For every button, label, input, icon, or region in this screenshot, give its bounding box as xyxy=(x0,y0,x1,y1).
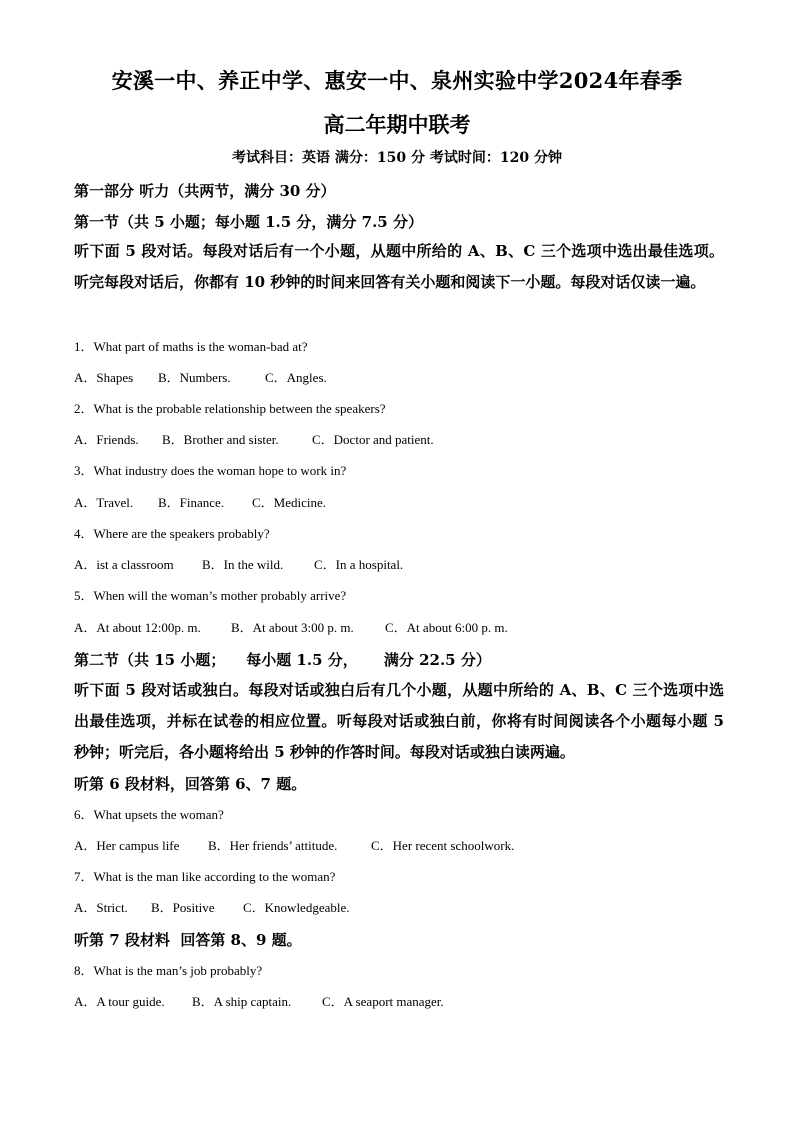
question-options-8 xyxy=(74,993,444,1011)
exam-meta: 考试科目：英语 满分：150 分 考试时间：120 分钟 xyxy=(232,150,562,166)
option-8c: C．A seaport manager. xyxy=(322,994,444,1009)
option-3c: C．Medicine. xyxy=(252,495,327,510)
option-7c: C．Knowledgeable. xyxy=(243,900,350,915)
option-7b: B．Positive xyxy=(151,900,215,915)
option-1c: C．Angles. xyxy=(265,370,327,385)
option-6a: A．Her campus life xyxy=(74,838,180,853)
question-options-4 xyxy=(74,556,403,574)
question-options-1 xyxy=(74,369,327,387)
option-7a: A．Strict. xyxy=(74,900,128,915)
question-stem-8: 8．What is the man’s job probably? xyxy=(74,963,263,978)
question-options-6 xyxy=(74,837,514,855)
question-options-5 xyxy=(74,619,508,637)
question-options-7 xyxy=(74,899,350,917)
option-5a: A．At about 12:00p. m. xyxy=(74,620,201,635)
option-8a: A．A tour guide. xyxy=(74,994,165,1009)
option-5c: C．At about 6:00 p. m. xyxy=(385,620,508,635)
option-6c: C．Her recent schoolwork. xyxy=(371,838,515,853)
question-options-2 xyxy=(74,431,434,449)
question-stem-4: 4．Where are the speakers probably? xyxy=(74,526,270,541)
option-6b: B．Her friends’ attitude. xyxy=(208,838,338,853)
option-8b: B．A ship captain. xyxy=(192,994,292,1009)
material7-heading: 听第 7 段材料 回答第 8、9 题。 xyxy=(74,931,302,949)
option-3b: B．Finance. xyxy=(158,495,225,510)
option-1b: B．Numbers. xyxy=(158,370,231,385)
question-stem-2: 2．What is the probable relationship between the speakers? xyxy=(74,401,386,416)
option-5b: B．At about 3:00 p. m. xyxy=(231,620,354,635)
exam-title-line1: 安溪一中、养正中学、惠安一中、泉州实验中学2024年春季 xyxy=(111,68,683,93)
question-options-3 xyxy=(74,494,326,512)
question-stem-3: 3．What industry does the woman hope to work in? xyxy=(74,463,347,478)
question-stem-5: 5．When will the woman’s mother probably arrive? xyxy=(74,588,347,603)
option-4b: B．In the wild. xyxy=(202,557,284,572)
question-stem-7: 7．What is the man like according to the woman? xyxy=(74,869,336,884)
option-3a: A．Travel. xyxy=(74,495,134,510)
section1-heading: 第一节（共 5 小题；每小题 1.5 分，满分 7.5 分） xyxy=(74,213,423,231)
option-2b: B．Brother and sister. xyxy=(162,432,279,447)
exam-title-line2: 高二年期中联考 xyxy=(323,112,471,137)
section1-instruction: 听下面 5 段对话。每段对话后有一个小题，从题中所给的 A、B、C 三个选项中选出最佳选项。听完每段对话后，你都有 10 秒钟的时间来回答有关小题和阅读下一小题。每段对话仅读一遍。 xyxy=(74,242,724,291)
option-1a: A．Shapes xyxy=(74,370,134,385)
section2-instruction: 听下面 5 段对话或独白。每段对话或独白后有几个小题，从题中所给的 A、B、C 三个选项中选出最佳选项，并标在试卷的相应位置。听每段对话或独白前，你将有时间阅读各个小题每小题 5 秒钟；听完后，各小题将给出 5 秒钟的作答时间。每段对话或独白读两遍。 xyxy=(74,681,724,761)
option-2c: C．Doctor and patient. xyxy=(312,432,434,447)
option-2a: A．Friends. xyxy=(74,432,139,447)
question-stem-1: 1．What part of maths is the woman-bad at? xyxy=(74,339,308,354)
material6-heading: 听第 6 段材料，回答第 6、7 题。 xyxy=(74,775,307,793)
question-stem-6: 6．What upsets the woman? xyxy=(74,807,224,822)
option-4c: C．In a hospital. xyxy=(314,557,404,572)
option-4a: A．ist a classroom xyxy=(74,557,174,572)
section2-heading: 第二节（共 15 小题； 每小题 1.5 分， 满分 22.5 分） xyxy=(74,651,491,669)
part1-heading: 第一部分 听力（共两节，满分 30 分） xyxy=(74,182,336,200)
